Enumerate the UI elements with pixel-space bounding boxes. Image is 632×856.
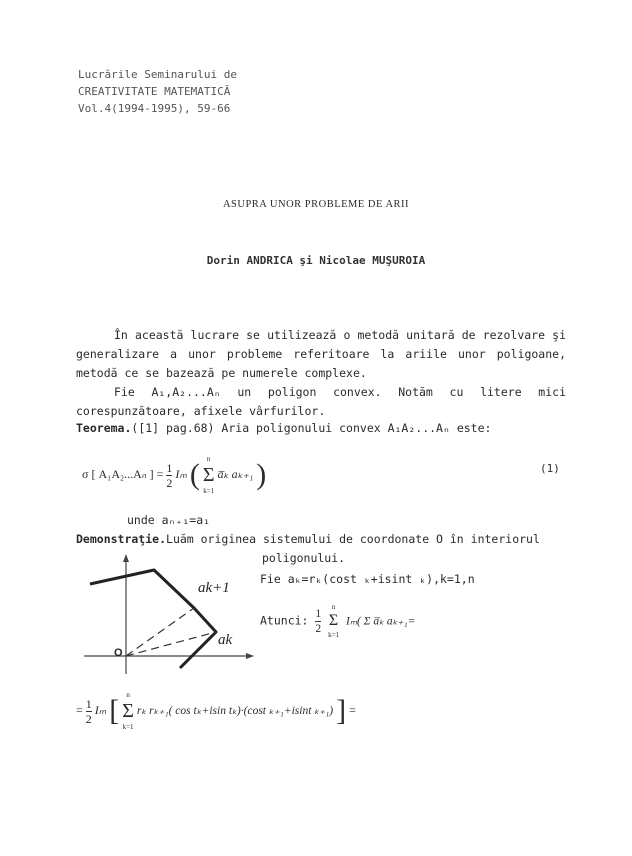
label-origin: O [114,647,123,659]
label-ak: ak [218,632,233,648]
formula-1-sum-bottom: k=1 [203,487,215,495]
formula-2-sum-bottom: k=1 [122,723,134,731]
journal-series: CREATIVITATE MATEMATICĂ [78,85,231,98]
atunci-half: $\frac{1}{2}$ [315,607,322,635]
atunci-label: Atunci: [260,613,309,628]
demonstration-text-2: poligonului. [262,551,346,565]
journal-name: Lucrările Seminarului de [78,68,237,81]
formula-2-prefix: = [76,702,83,717]
theorem-label: Teorema. [76,421,132,435]
x-axis-arrow [246,653,254,659]
atunci-sum-bottom: k=1 [328,631,340,639]
demonstration-text-1: Luăm originea sistemului de coordonate O în interiorul [166,532,540,546]
paper-authors: Dorin ANDRICA şi Nicolae MUŞUROIA [206,254,426,267]
atunci-line [260,600,415,642]
polygon-figure [84,552,256,676]
theorem-text: Aria poligonului convex A₁A₂...Aₙ este: [221,421,492,435]
formula-1-sum: n Σ k=1 [203,452,215,498]
formula-1-im: Iₘ [175,466,187,481]
journal-volume: Vol.4(1994-1995), 59-66 [78,102,231,115]
paper-title: ASUPRA UNOR PROBLEME DE ARII [222,199,410,210]
label-ak1: ak+1 [198,580,230,596]
formula-2-half-den: 2 [85,711,92,726]
theorem-line [76,421,491,435]
atunci-sum-top: n [331,603,336,611]
formula-2-half [86,697,92,726]
theorem-ref: ([1] pag.68) [131,421,215,435]
formula-2: = $\frac{1}{2}$ Iₘ [ n Σ k=1 rₖ rₖ₊₁( cos tₖ+isin tₖ)·(cost ₖ₊₁+isint ₖ₊₁) ] = [76,688,356,734]
formula-2-sum: n Σ k=1 [122,688,134,734]
formula-1: σ [ A₁A₂...Aₙ ] = $\frac{1}{2}$ Iₘ ( n Σ k=1 a̅ₖ aₖ₊₁ ) [82,452,266,498]
y-axis-arrow [123,554,129,562]
formula-2-suffix: = [349,702,356,717]
vector-ak1 [126,608,194,656]
formula-2-sum-top: n [126,691,130,699]
formula-1-half-num: 1 [166,460,173,475]
unde-line: unde aₙ₊₁=a₁ [127,513,211,527]
formula-1-number: (1) [540,462,560,475]
intro-paragraph-1: În această lucrare se utilizează o metodă unitară de rezolvare şi generalizare a unor probleme referitoare la ariile unor poligoane, metodă ce se bazează pe numerele complexe. [76,328,566,380]
atunci-sum: n Σ k=1 [328,600,339,642]
demonstration-line [76,532,540,546]
formula-1-term: a̅ₖ aₖ₊₁ [217,466,254,481]
formula-2-term: rₖ rₖ₊₁( cos tₖ+isin tₖ)·(cost ₖ₊₁+isint ₖ₊₁) [136,704,334,717]
formula-1-sum-top: n [206,455,211,463]
formula-1-lhs: σ [ A₁A₂...Aₙ ] = [82,466,164,481]
demonstration-fie: Fie aₖ=rₖ(cost ₖ+isint ₖ),k=1,n [260,572,475,586]
demonstration-label: Demonstraţie. [76,532,167,546]
atunci-expr: Iₘ( Σ a̅ₖ aₖ₊₁= [345,615,416,628]
formula-1-half [166,461,172,490]
formula-1-half-den: 2 [166,475,173,490]
intro-paragraph-2: Fie A₁,A₂...Aₙ un poligon convex. Notăm cu litere mici corespunzătoare, afixele vârfurilor. [76,385,566,418]
formula-2-im: Iₘ [94,702,107,717]
formula-2-half-num: 1 [85,696,92,711]
